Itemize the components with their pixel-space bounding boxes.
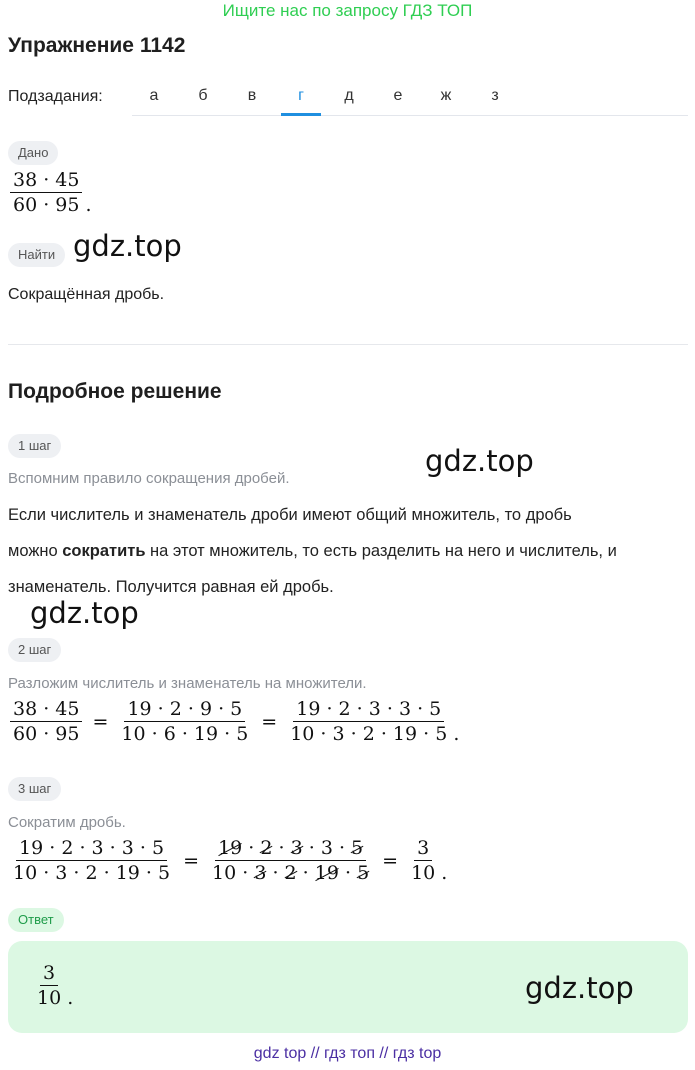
factor: 3	[320, 837, 333, 859]
period: .	[441, 862, 448, 884]
subtask-tabs	[132, 86, 688, 116]
period: .	[85, 194, 92, 216]
fraction-numerator: 38 · 45	[10, 697, 82, 722]
fraction-denominator: 10 · 3 · 2 · 19 · 5	[290, 723, 448, 745]
watermark: gdz.top	[73, 229, 182, 263]
given-pill: Дано	[8, 141, 58, 165]
solution-title: Подробное решение	[8, 380, 222, 403]
equals-sign: =	[382, 849, 399, 872]
fraction	[10, 697, 82, 746]
cancelled-factor: 19	[314, 862, 339, 884]
given-expression	[8, 168, 92, 217]
cancelled-factor: 2	[284, 862, 297, 884]
watermark: gdz.top	[525, 971, 634, 1005]
rule-keyword: сократить	[62, 542, 146, 560]
fraction-numerator	[215, 836, 366, 861]
search-banner: Ищите нас по запросу ГДЗ ТОП	[222, 1, 473, 20]
step3-hint: Сократим дробь.	[8, 814, 126, 831]
multiply-dot: ·	[242, 837, 261, 859]
answer-box	[8, 941, 688, 1033]
equals-sign: =	[261, 710, 278, 733]
step2-pill: 2 шаг	[8, 638, 61, 662]
fraction-numerator: 38 · 45	[10, 168, 82, 193]
fraction-denominator	[209, 861, 372, 885]
tab-zh[interactable]: ж	[440, 87, 452, 104]
find-pill: Найти	[8, 243, 65, 267]
tab-a[interactable]: а	[149, 87, 159, 104]
step1-hint: Вспомним правило сокращения дробей.	[8, 470, 290, 487]
fraction-numerator: 19 · 2 · 3 · 3 · 5	[293, 697, 444, 722]
subtasks-nav	[8, 86, 688, 116]
tab-z[interactable]: з	[491, 87, 499, 104]
step1-pill: 1 шаг	[8, 434, 61, 458]
fraction	[34, 961, 64, 1010]
period: .	[453, 723, 460, 745]
step3-pill: 3 шаг	[8, 777, 61, 801]
fraction	[10, 836, 173, 885]
factor: 10	[212, 862, 237, 884]
cancelled-factor: 3	[254, 862, 267, 884]
multiply-dot: ·	[296, 862, 315, 884]
find-text: Сокращённая дробь.	[8, 286, 165, 303]
multiply-dot: ·	[236, 862, 255, 884]
cancelled-factor: 3	[290, 837, 303, 859]
section-divider	[8, 344, 688, 345]
fraction-denominator: 10 · 3 · 2 · 19 · 5	[13, 862, 171, 884]
cancelled-factor: 2	[260, 837, 273, 859]
watermark: gdz.top	[30, 596, 139, 630]
fraction	[287, 697, 450, 746]
step1-rule-line3: знаменатель. Получится равная ей дробь.	[8, 578, 334, 596]
cancelled-factor: 19	[218, 837, 243, 859]
tab-b[interactable]: б	[198, 87, 208, 104]
cancelled-factor: 5	[351, 837, 364, 859]
fraction-denominator: 60 · 95	[13, 723, 80, 745]
equals-sign: =	[92, 710, 109, 733]
tab-d[interactable]: д	[344, 87, 354, 104]
fraction-numerator: 3	[414, 836, 432, 861]
footer-links: gdz top // гдз топ // гдз top	[253, 1045, 442, 1062]
cancelled-fraction	[209, 836, 372, 885]
answer-pill: Ответ	[8, 908, 64, 932]
given-fraction	[10, 168, 82, 217]
fraction-denominator: 10	[411, 862, 436, 884]
step3-expression	[8, 836, 447, 885]
multiply-dot: ·	[266, 862, 285, 884]
step1-rule-line1: Если числитель и знаменатель дроби имеют общий множитель, то дробь	[8, 506, 572, 524]
rule-text: можно	[8, 542, 63, 560]
answer-expression	[32, 961, 73, 1010]
equals-sign: =	[183, 849, 200, 872]
fraction-numerator: 19 · 2 · 9 · 5	[124, 697, 245, 722]
tab-g[interactable]: г	[281, 86, 321, 116]
step2-expression	[8, 697, 459, 746]
multiply-dot: ·	[332, 837, 352, 859]
fraction	[118, 697, 251, 746]
multiply-dot: ·	[272, 837, 291, 859]
fraction-denominator: 10 · 6 · 19 · 5	[121, 723, 249, 745]
multiply-dot: ·	[338, 862, 358, 884]
subtasks-label: Подзадания:	[8, 88, 103, 105]
rule-text: на этот множитель, то есть разделить на него и числитель, и	[145, 542, 617, 560]
fraction-denominator: 10	[37, 987, 62, 1009]
step1-rule-line2	[8, 542, 617, 561]
fraction-denominator: 60 · 95	[13, 194, 80, 216]
page-title: Упражнение 1142	[8, 34, 186, 57]
multiply-dot: ·	[302, 837, 321, 859]
tab-v[interactable]: в	[247, 87, 257, 104]
fraction-numerator: 3	[40, 961, 58, 986]
period: .	[67, 987, 74, 1009]
cancelled-factor: 5	[357, 862, 370, 884]
tab-e[interactable]: е	[393, 87, 403, 104]
fraction-numerator: 19 · 2 · 3 · 3 · 5	[16, 836, 167, 861]
step2-hint: Разложим числитель и знаменатель на множители.	[8, 675, 367, 692]
fraction	[408, 836, 438, 885]
watermark: gdz.top	[425, 444, 534, 478]
